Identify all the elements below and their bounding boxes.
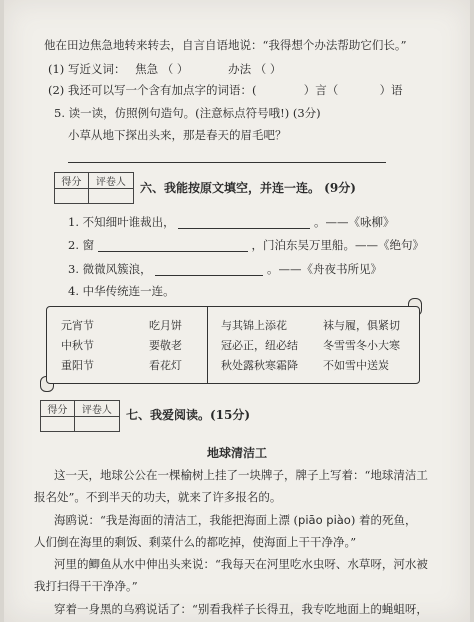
match-c1-r2[interactable]: 中秋节 xyxy=(61,339,94,352)
score-cell[interactable] xyxy=(55,189,89,204)
match-c3-r1[interactable]: 与其锦上添花 xyxy=(221,319,287,332)
section-7-title: 七、我爱阅读。(15分) xyxy=(126,408,251,422)
q1-blank-1[interactable]: （ ） xyxy=(161,62,189,76)
q5-answer-line[interactable] xyxy=(68,162,386,163)
fill-item-1 xyxy=(68,215,394,229)
passage-p2a xyxy=(54,513,417,527)
item3-text: 3. 微微风簇浪， xyxy=(68,262,152,276)
match-c1-r1[interactable]: 元宵节 xyxy=(61,319,94,332)
score-cell[interactable] xyxy=(41,417,75,432)
fill-item-3 xyxy=(68,262,382,276)
score-table-6 xyxy=(54,172,134,204)
fill-item-2 xyxy=(68,238,424,252)
p2a-post: ) 着的死鱼， xyxy=(350,513,417,527)
item1-text: 1. 不知细叶谁裁出， xyxy=(68,215,175,229)
passage-p1b: 报名处”。不到半天的功夫，就来了许多报名的。 xyxy=(34,490,282,504)
exam-page xyxy=(4,0,470,622)
question-5: 5. 读一读，仿照例句造句。(注意标点符号哦!) (3分) xyxy=(54,106,321,120)
story-line: 他在田边焦急地转来转去，自言自语地说：“我得想个办法帮助它们长。” xyxy=(44,38,407,52)
passage-p3a: 河里的鲫鱼从水中伸出头来说：“我每天在河里吃水虫呀、水草呀，河水被 xyxy=(54,557,428,571)
q1-prefix: (1) 写近义词： xyxy=(48,62,126,76)
item1-blank[interactable] xyxy=(178,228,310,229)
passage-p2b: 人们倒在海里的剩饭、剩菜什么的都吃掉，使海面上干干净净。” xyxy=(34,535,357,549)
grader-cell[interactable] xyxy=(74,417,119,432)
question-2 xyxy=(48,83,403,97)
q2-end: ）语 xyxy=(379,83,403,97)
score-header: 得分 xyxy=(55,173,89,189)
passage-title: 地球清洁工 xyxy=(206,446,267,460)
passage-p4: 穿着一身黑的乌鸦说话了：“别看我样子长得丑，我专吃地面上的蝇蛆呀， xyxy=(54,602,428,616)
match-c2-r3[interactable]: 看花灯 xyxy=(149,359,182,372)
passage-p1a: 这一天，地球公公在一棵榆树上挂了一块牌子，牌子上写着：“地球清洁工 xyxy=(54,468,428,482)
q1-word-2: 办法 xyxy=(228,62,252,76)
grader-header: 评卷人 xyxy=(74,401,119,417)
grader-cell[interactable] xyxy=(88,189,133,204)
match-c3-r2[interactable]: 冠必正，纽必结 xyxy=(221,339,298,352)
match-c4-r3[interactable]: 不如雪中送炭 xyxy=(323,359,389,372)
q1-word-1: 焦急 xyxy=(135,62,159,76)
match-c2-r1[interactable]: 吃月饼 xyxy=(149,319,182,332)
matching-scroll xyxy=(46,306,420,384)
passage-p3b: 我打扫得干干净净。” xyxy=(34,579,138,593)
p2a-pre: 海鸥说：“我是海面的清洁工，我能把海面上漂 ( xyxy=(54,513,299,527)
match-c4-r1[interactable]: 袜与履，俱紧切 xyxy=(323,319,400,332)
fill-item-4: 4. 中华传统连一连。 xyxy=(68,284,175,298)
scroll-divider xyxy=(207,307,208,383)
match-c1-r3[interactable]: 重阳节 xyxy=(61,359,94,372)
match-c2-r2[interactable]: 要敬老 xyxy=(149,339,182,352)
q2-mid: ）言（ xyxy=(303,83,339,97)
grader-header: 评卷人 xyxy=(88,173,133,189)
item1-source: 。——《咏柳》 xyxy=(313,215,395,229)
section-6-title: 六、我能按原文填空，并连一连。 (9分) xyxy=(140,181,356,195)
item2-source: ，门泊东吴万里船。——《绝句》 xyxy=(251,238,424,252)
score-header: 得分 xyxy=(41,401,75,417)
match-c4-r2[interactable]: 冬雪雪冬小大寒 xyxy=(323,339,400,352)
score-table-7 xyxy=(40,400,120,432)
item3-source: 。——《舟夜书所见》 xyxy=(266,262,382,276)
item3-blank[interactable] xyxy=(155,275,263,276)
q2-prefix: (2) 我还可以写一个含有加点字的词语：( xyxy=(48,83,257,97)
q5-example: 小草从地下探出头来，那是春天的眉毛吧？ xyxy=(68,128,287,142)
question-1 xyxy=(48,62,281,76)
pinyin-choice[interactable]: piāo piào xyxy=(298,513,351,527)
item2-text: 2. 窗 xyxy=(68,238,95,252)
q1-blank-2[interactable]: （ ） xyxy=(254,62,282,76)
item2-blank[interactable] xyxy=(98,251,248,252)
match-c3-r3[interactable]: 秋处露秋寒霜降 xyxy=(221,359,298,372)
